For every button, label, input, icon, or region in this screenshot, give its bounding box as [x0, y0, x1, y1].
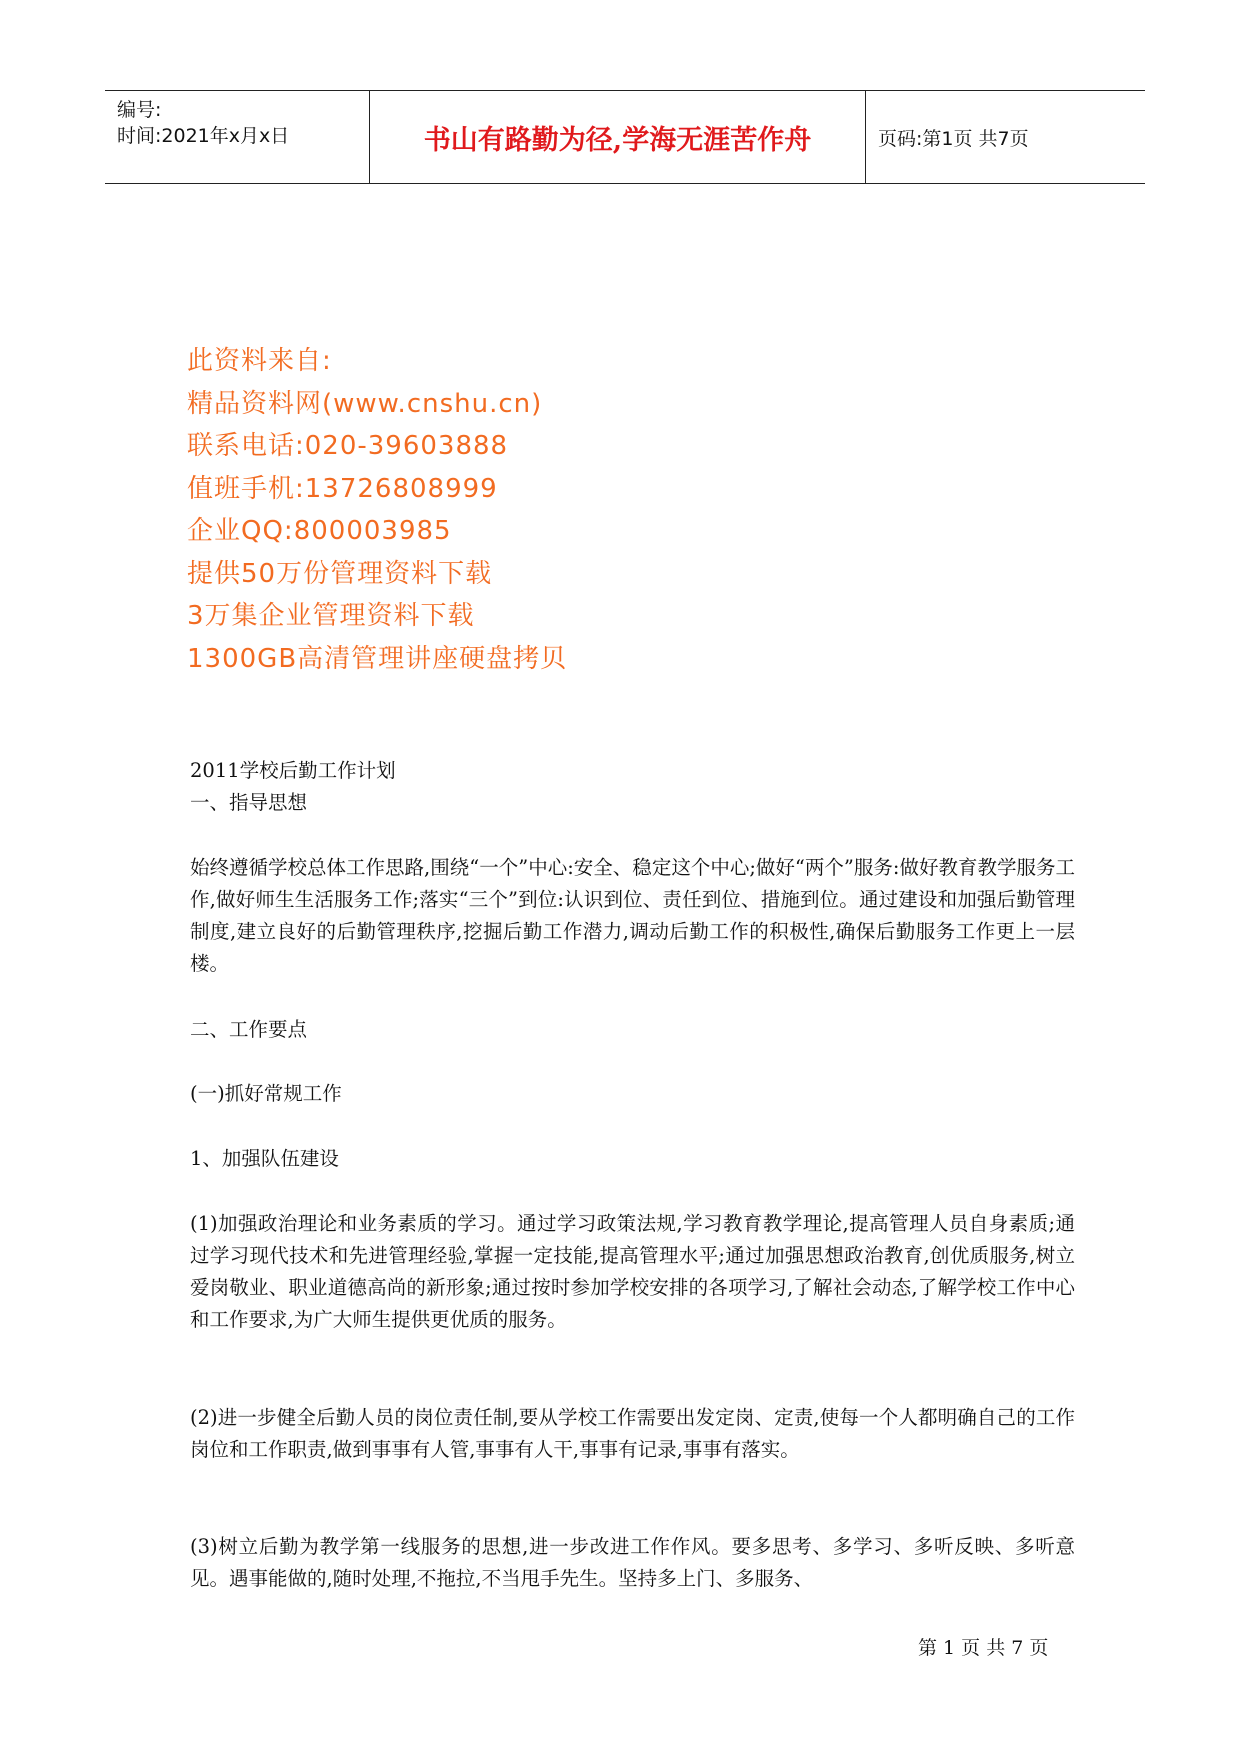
header-number-label: 编号:	[117, 99, 162, 121]
promo-line: 提供50万份管理资料下载	[187, 558, 493, 589]
promo-block	[187, 340, 567, 680]
paragraph: (3)树立后勤为教学第一线服务的思想,进一步改进工作作风。要多思考、多学习、多听反映、多听意见。遇事能做的,随时处理,不拖拉,不当甩手先生。坚持多上门、多服务、	[190, 1535, 1075, 1590]
paragraph: 始终遵循学校总体工作思路,围绕“一个”中心:安全、稳定这个中心;做好“两个”服务:做好教育教学服务工作,做好师生生活服务工作;落实“三个”到位:认识到位、责任到位、措施到位。通过建设和加强后勤管理制度,建立良好的后勤管理秩序,挖掘后勤工作潜力,调动后勤工作的积极性,确保后勤服务工作更上一层楼。	[190, 856, 1075, 975]
document-title: 2011学校后勤工作计划	[190, 759, 396, 782]
item-heading: 1、加强队伍建设	[190, 1147, 339, 1170]
promo-line: 3万集企业管理资料下载	[187, 601, 475, 631]
promo-line: 联系电话:020-39603888	[187, 431, 509, 461]
paragraph: (1)加强政治理论和业务素质的学习。通过学习政策法规,学习教育教学理论,提高管理人员自身素质;通过学习现代技术和先进管理经验,掌握一定技能,提高管理水平;通过加强思想政治教育,创优质服务,树立爱岗敬业、职业道德高尚的新形象;通过按时参加学校安排的各项学习,了解社会动态,了解学校工作中心和工作要求,为广大师生提供更优质的服务。	[190, 1212, 1075, 1331]
header-time-label: 时间:2021年x月x日	[117, 125, 290, 147]
header-motto: 书山有路勤为径,学海无涯苦作舟	[370, 91, 866, 183]
document-header	[105, 90, 1145, 184]
promo-line: 企业QQ:800003985	[187, 516, 452, 546]
page-footer: 第 1 页 共 7 页	[918, 1637, 1049, 1659]
promo-line: 此资料来自:	[187, 346, 332, 376]
subsection-heading: (一)抓好常规工作	[190, 1082, 342, 1105]
section-heading: 二、工作要点	[190, 1018, 308, 1041]
promo-line: 值班手机:13726808999	[187, 473, 498, 504]
promo-line: 1300GB高清管理讲座硬盘拷贝	[187, 643, 568, 674]
header-info-cell	[105, 91, 370, 183]
paragraph: (2)进一步健全后勤人员的岗位责任制,要从学校工作需要出发定岗、定责,使每一个人都明确自己的工作岗位和工作职责,做到事事有人管,事事有人干,事事有记录,事事有落实。	[190, 1406, 1075, 1461]
promo-line: 精品资料网(www.cnshu.cn)	[187, 388, 543, 419]
header-page-label: 页码:第1页 共7页	[878, 127, 1029, 150]
section-heading: 一、指导思想	[190, 791, 308, 814]
